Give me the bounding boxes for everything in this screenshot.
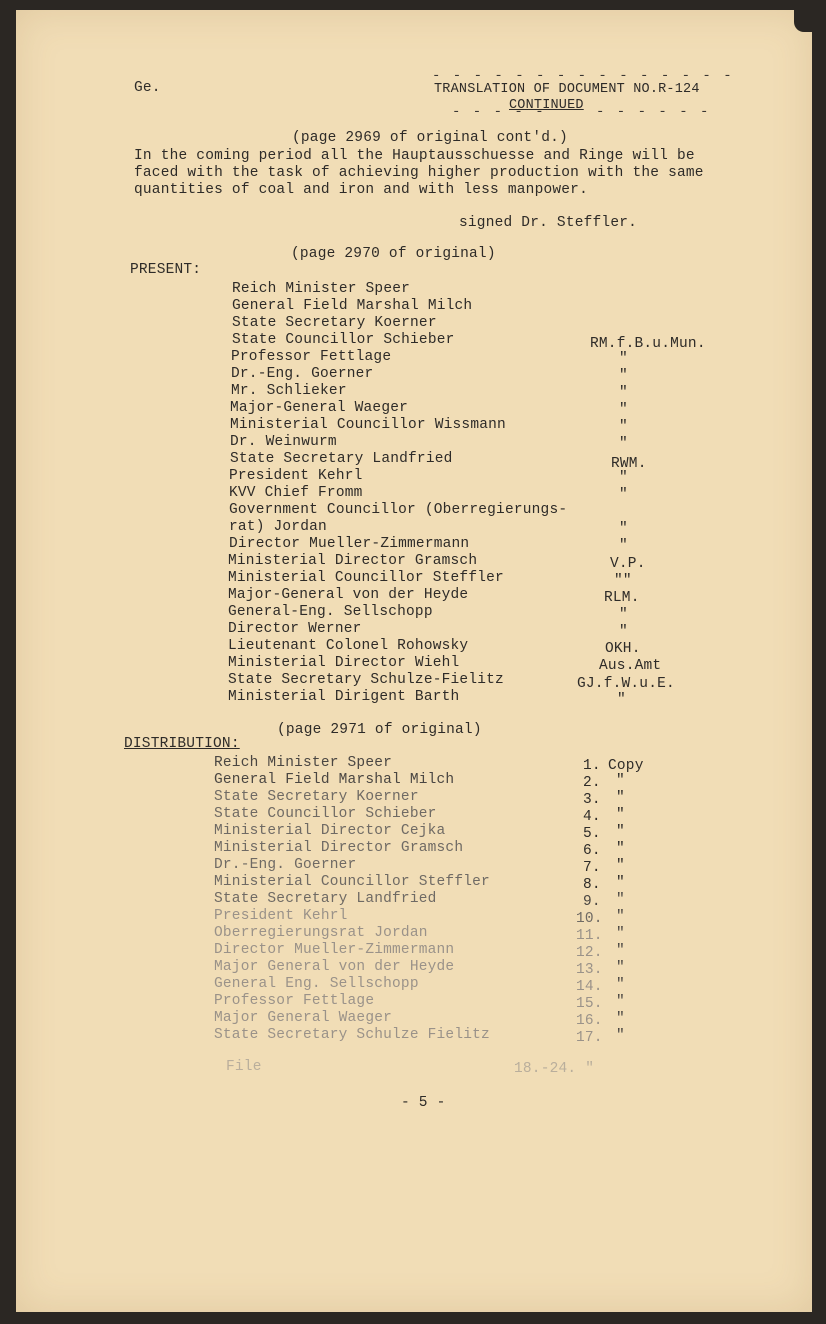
present-name: Lieutenant Colonel Rohowsky bbox=[228, 638, 469, 654]
distribution-number: 17. bbox=[576, 1030, 603, 1046]
distribution-name: President Kehrl bbox=[214, 908, 348, 924]
present-org: RM.f.B.u.Mun. bbox=[590, 336, 706, 352]
present-name: Professor Fettlage bbox=[231, 349, 392, 365]
distribution-mark: " bbox=[616, 960, 625, 976]
present-org: " bbox=[619, 368, 628, 384]
distribution-number: 11. bbox=[576, 928, 603, 944]
present-org: GJ.f.W.u.E. bbox=[577, 676, 675, 692]
present-name: Government Councillor (Oberregierungs- bbox=[229, 502, 568, 518]
present-org: " bbox=[619, 607, 628, 623]
document-title: TRANSLATION OF DOCUMENT NO.R-124 bbox=[434, 82, 700, 97]
distribution-mark: Copy bbox=[608, 758, 644, 774]
present-name: Major-General Waeger bbox=[230, 400, 409, 416]
present-name: Reich Minister Speer bbox=[232, 281, 411, 297]
distribution-file: File bbox=[226, 1059, 262, 1075]
header-dashes-top: - - - - - - - - - - - - - - - bbox=[432, 68, 734, 84]
distribution-name: Ministerial Councillor Steffler bbox=[214, 874, 490, 890]
distribution-number: 6. bbox=[583, 843, 601, 859]
document-subtitle: CONTINUED bbox=[509, 98, 584, 113]
page-ref-2969: (page 2969 of original cont'd.) bbox=[292, 130, 568, 146]
distribution-number: 1. bbox=[583, 758, 601, 774]
distribution-mark: " bbox=[616, 841, 625, 857]
distribution-number: 16. bbox=[576, 1013, 603, 1029]
present-name: Director Werner bbox=[228, 621, 362, 637]
distribution-name: Reich Minister Speer bbox=[214, 755, 393, 771]
distribution-name: Ministerial Director Cejka bbox=[214, 823, 446, 839]
page-number: - 5 - bbox=[401, 1095, 446, 1111]
distribution-number: 10. bbox=[576, 911, 603, 927]
distribution-mark: " bbox=[616, 1028, 625, 1044]
present-org: " bbox=[619, 521, 628, 537]
distribution-number: 3. bbox=[583, 792, 601, 808]
distribution-mark: " bbox=[616, 926, 625, 942]
distribution-name: Major General Waeger bbox=[214, 1010, 393, 1026]
distribution-file-copies: 18.-24. " bbox=[514, 1061, 595, 1077]
distribution-number: 5. bbox=[583, 826, 601, 842]
distribution-name: State Secretary Koerner bbox=[214, 789, 419, 805]
distribution-number: 4. bbox=[583, 809, 601, 825]
present-org: " bbox=[619, 351, 628, 367]
present-name: KVV Chief Fromm bbox=[229, 485, 363, 501]
distribution-number: 9. bbox=[583, 894, 601, 910]
body-line-3: quantities of coal and iron and with less manpower. bbox=[134, 182, 588, 198]
page-ref-2970: (page 2970 of original) bbox=[291, 246, 496, 262]
header-dashes-left: - - - - - bbox=[452, 104, 546, 120]
present-name: State Secretary Landfried bbox=[230, 451, 453, 467]
present-name: Ministerial Director Gramsch bbox=[228, 553, 478, 569]
distribution-number: 14. bbox=[576, 979, 603, 995]
present-name: Dr.-Eng. Goerner bbox=[231, 366, 374, 382]
present-name: President Kehrl bbox=[229, 468, 363, 484]
distribution-mark: " bbox=[616, 824, 625, 840]
present-name: Ministerial Director Wiehl bbox=[228, 655, 460, 671]
present-org: " bbox=[619, 538, 628, 554]
distribution-number: 7. bbox=[583, 860, 601, 876]
present-org: OKH. bbox=[605, 641, 641, 657]
distribution-number: 12. bbox=[576, 945, 603, 961]
header-dashes-right: - - - - - - bbox=[596, 104, 711, 120]
present-name: Ministerial Dirigent Barth bbox=[228, 689, 460, 705]
present-name: Director Mueller-Zimmermann bbox=[229, 536, 470, 552]
signature-line: signed Dr. Steffler. bbox=[459, 215, 638, 231]
present-name: Ministerial Councillor Wissmann bbox=[230, 417, 506, 433]
body-line-2: faced with the task of achieving higher production with the same bbox=[134, 165, 704, 181]
distribution-name: Ministerial Director Gramsch bbox=[214, 840, 464, 856]
distribution-mark: " bbox=[616, 1011, 625, 1027]
distribution-mark: " bbox=[616, 994, 625, 1010]
distribution-mark: " bbox=[616, 943, 625, 959]
present-org: " bbox=[617, 692, 626, 708]
present-org: " bbox=[619, 624, 628, 640]
present-name: rat) Jordan bbox=[229, 519, 327, 535]
document-page bbox=[16, 10, 812, 1312]
distribution-name: State Secretary Landfried bbox=[214, 891, 437, 907]
distribution-mark: " bbox=[616, 773, 625, 789]
present-name: Ministerial Councillor Steffler bbox=[228, 570, 504, 586]
distribution-name: State Councillor Schieber bbox=[214, 806, 437, 822]
distribution-mark: " bbox=[616, 875, 625, 891]
present-org: Aus.Amt bbox=[599, 658, 662, 674]
present-name: General Field Marshal Milch bbox=[232, 298, 473, 314]
present-label: PRESENT: bbox=[130, 262, 202, 278]
distribution-number: 2. bbox=[583, 775, 601, 791]
distribution-number: 15. bbox=[576, 996, 603, 1012]
present-org: RWM. bbox=[611, 456, 647, 472]
distribution-name: Major General von der Heyde bbox=[214, 959, 455, 975]
present-org: " bbox=[619, 487, 628, 503]
body-line-1: In the coming period all the Hauptausschuesse and Ringe will be bbox=[134, 148, 695, 164]
present-org: " bbox=[619, 436, 628, 452]
present-org: " bbox=[619, 470, 628, 486]
present-org: "" bbox=[614, 573, 632, 589]
typist-initials: Ge. bbox=[134, 80, 161, 96]
distribution-name: Oberregierungsrat Jordan bbox=[214, 925, 428, 941]
present-name: Dr. Weinwurm bbox=[230, 434, 337, 450]
distribution-name: Director Mueller-Zimmermann bbox=[214, 942, 455, 958]
distribution-mark: " bbox=[616, 807, 625, 823]
present-name: Major-General von der Heyde bbox=[228, 587, 469, 603]
distribution-mark: " bbox=[616, 858, 625, 874]
distribution-mark: " bbox=[616, 790, 625, 806]
distribution-mark: " bbox=[616, 909, 625, 925]
present-org: RLM. bbox=[604, 590, 640, 606]
distribution-name: Professor Fettlage bbox=[214, 993, 375, 1009]
page-ref-2971: (page 2971 of original) bbox=[277, 722, 482, 738]
present-name: State Secretary Koerner bbox=[232, 315, 437, 331]
present-org: " bbox=[619, 385, 628, 401]
distribution-number: 13. bbox=[576, 962, 603, 978]
present-name: General-Eng. Sellschopp bbox=[228, 604, 433, 620]
distribution-name: Dr.-Eng. Goerner bbox=[214, 857, 357, 873]
distribution-name: General Eng. Sellschopp bbox=[214, 976, 419, 992]
distribution-name: State Secretary Schulze Fielitz bbox=[214, 1027, 490, 1043]
present-name: Mr. Schlieker bbox=[231, 383, 347, 399]
torn-corner bbox=[794, 10, 812, 32]
distribution-label: DISTRIBUTION: bbox=[124, 736, 240, 752]
present-name: State Councillor Schieber bbox=[232, 332, 455, 348]
present-org: " bbox=[619, 419, 628, 435]
distribution-name: General Field Marshal Milch bbox=[214, 772, 455, 788]
distribution-number: 8. bbox=[583, 877, 601, 893]
present-org: V.P. bbox=[610, 556, 646, 572]
distribution-mark: " bbox=[616, 892, 625, 908]
distribution-mark: " bbox=[616, 977, 625, 993]
present-name: State Secretary Schulze-Fielitz bbox=[228, 672, 504, 688]
present-org: " bbox=[619, 402, 628, 418]
